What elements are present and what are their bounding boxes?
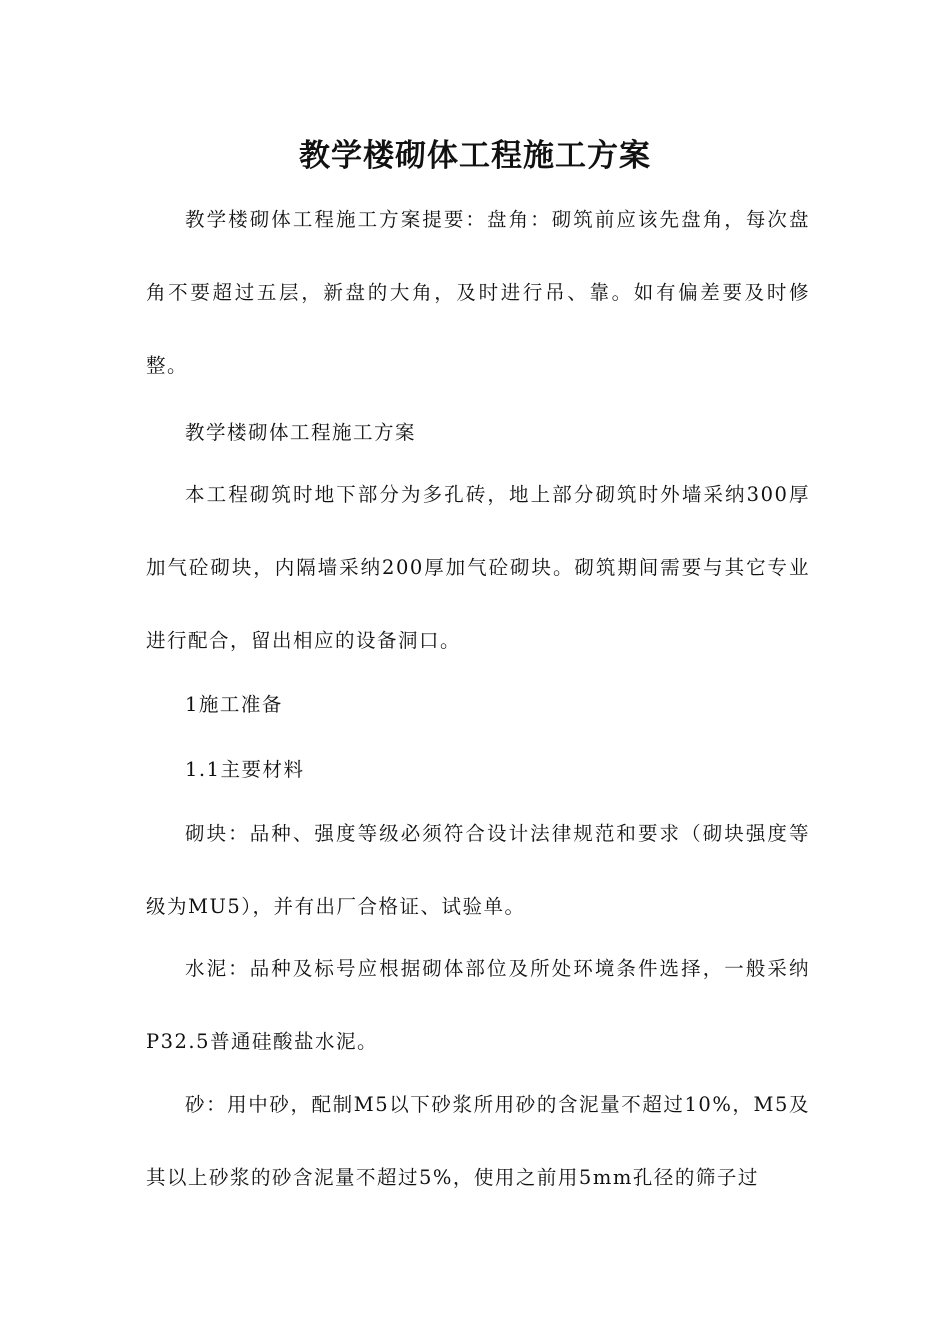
- sand-material-paragraph: 砂：用中砂，配制M5以下砂浆所用砂的含泥量不超过10%，M5及其以上砂浆的砂含泥量不超过5%，使用之前用5mm孔径的筛子过: [146, 1093, 810, 1189]
- section-title: 教学楼砌体工程施工方案: [185, 421, 417, 444]
- block-material-paragraph: 砌块：品种、强度等级必须符合设计法律规范和要求（砌块强度等级为MU5），并有出厂合格证、试验单。: [146, 822, 810, 918]
- summary-paragraph: 教学楼砌体工程施工方案提要：盘角：砌筑前应该先盘角，每次盘角不要超过五层，新盘的大角，及时进行吊、靠。如有偏差要及时修整。: [146, 208, 810, 377]
- cement-material-paragraph: 水泥：品种及标号应根据砌体部位及所处环境条件选择，一般采纳P32.5普通硅酸盐水泥。: [146, 957, 810, 1053]
- project-overview-paragraph: 本工程砌筑时地下部分为多孔砖，地上部分砌筑时外墙采纳300厚加气砼砌块，内隔墙采纳200厚加气砼砌块。砌筑期间需要与其它专业进行配合，留出相应的设备洞口。: [146, 483, 810, 652]
- heading-construction-preparation: 1施工准备: [185, 693, 283, 716]
- heading-main-materials: 1.1主要材料: [185, 758, 305, 781]
- document-title: 教学楼砌体工程施工方案: [299, 138, 651, 174]
